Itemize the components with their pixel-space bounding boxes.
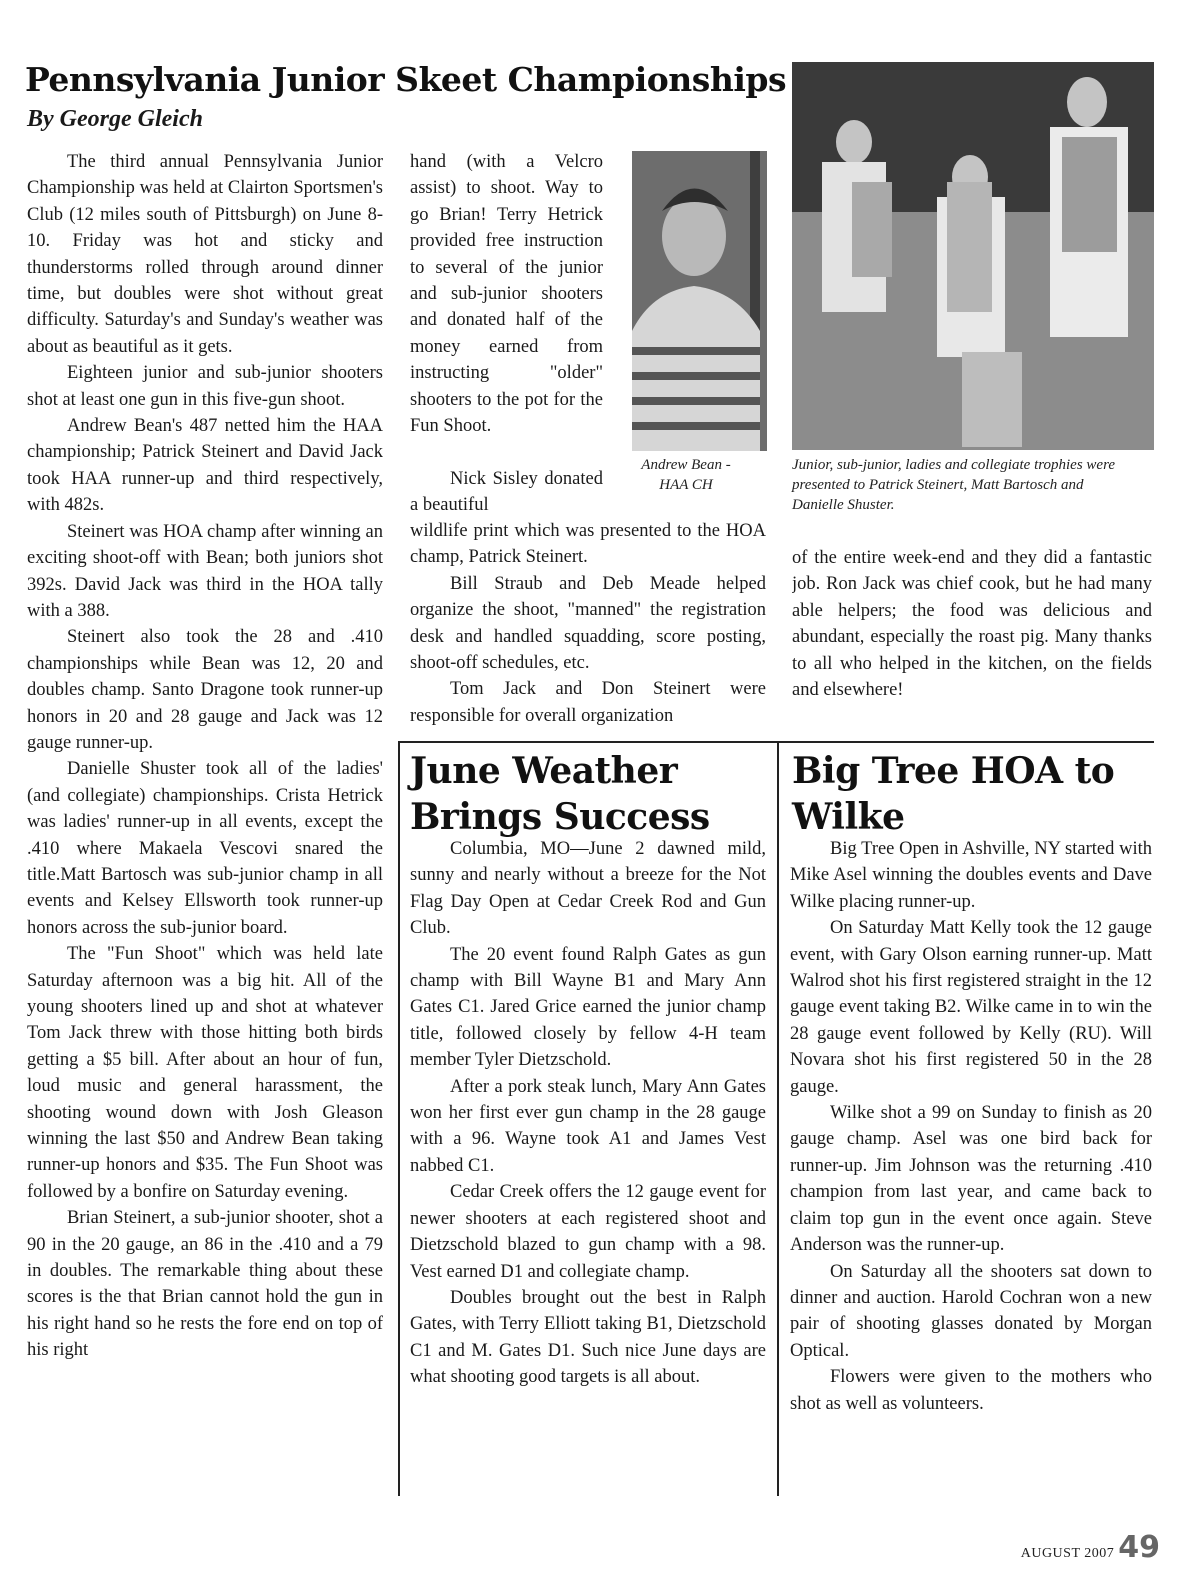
- photo-caption: Junior, sub-junior, ladies and collegiate trophies were presented to Patrick Steinert, Matt Bartosch and Danielle Shuster.: [792, 457, 1116, 513]
- article-column-2-narrow: [410, 149, 603, 469]
- column-divider: [398, 741, 400, 1496]
- bigtree-article-body: [790, 836, 1152, 1496]
- trophy-group-photo: [792, 62, 1154, 450]
- paragraph: Steinert was HOA champ after winning an exciting shoot-off with Bean; both juniors shot 392s. David Jack was third in the HOA tally with a 388.: [27, 521, 383, 621]
- paragraph: Danielle Shuster took all of the ladies' (and collegiate) championships. Crista Hetrick was ladies' runner-up in all events, except the .410 where Makaela Vescovi snared the title.Matt Bartosch was sub-junior champ in all events and Kelsey Ellsworth took runner-up honors across the sub-junior board.: [27, 759, 383, 938]
- june-article-body: [410, 836, 766, 1476]
- title-line: Wilke: [792, 796, 905, 838]
- paragraph: On Saturday all the shooters sat down to dinner and auction. Harold Cochran won a new pair of shooting glasses donated by Morgan Optical.: [790, 1261, 1152, 1361]
- paragraph: Bill Straub and Deb Meade helped organize the shoot, "manned" the registration desk and handled squadding, score posting, shoot-off schedules, etc.: [410, 573, 766, 674]
- page-footer: [1000, 1530, 1160, 1565]
- paragraph: Cedar Creek offers the 12 gauge event for newer shooters at each registered shoot and Dietzschold blazed to gun champ with a 98. Vest earned D1 and collegiate champ.: [410, 1182, 766, 1282]
- article-column-2-nick: [410, 466, 603, 520]
- page-number: 49: [1118, 1530, 1160, 1565]
- paragraph: Andrew Bean's 487 netted him the HAA championship; Patrick Steinert and David Jack took HAA runner-up and third respectively, with 482s.: [27, 416, 383, 516]
- byline: By George Gleich: [27, 106, 203, 132]
- paragraph: Brian Steinert, a sub-junior shooter, shot a 90 in the 20 gauge, an 86 in the .410 and a 79 in doubles. The remarkable thing about these scores is the that Brian cannot hold the gun in his right hand so he rests the fore end on top of his right: [27, 1208, 383, 1361]
- portrait-photo: [632, 151, 767, 451]
- article-column-1: [27, 149, 383, 1501]
- paragraph: of the entire week-end and they did a fantastic job. Ron Jack was chief cook, but he had many able helpers; the food was delicious and abundant, especially the roast pig. Many thanks to all who helped in the kitchen, on the fields and elsewhere!: [792, 548, 1152, 701]
- column-divider: [777, 741, 779, 1496]
- paragraph: Columbia, MO—June 2 dawned mild, sunny and nearly without a breeze for the Not Flag Day Open at Cedar Creek Rod and Gun Club.: [410, 839, 766, 939]
- june-article-title: [410, 748, 710, 840]
- paragraph: Tom Jack and Don Steinert were responsible for overall organization: [410, 679, 766, 726]
- trophy-scene-icon: [792, 62, 1154, 450]
- article-column-2-wide: [410, 518, 766, 730]
- paragraph: wildlife print which was presented to the HOA champ, Patrick Steinert.: [410, 521, 766, 568]
- title-line: June Weather: [410, 750, 678, 792]
- paragraph: Doubles brought out the best in Ralph Gates, with Terry Elliott taking B1, Dietzschold C1 and M. Gates D1. Such nice June days are what shooting good targets is all about.: [410, 1287, 766, 1388]
- bigtree-article-title: [792, 748, 1114, 840]
- photo-caption: Andrew Bean - HAA CH: [641, 457, 731, 493]
- paragraph: Eighteen junior and sub-junior shooters shot at least one gun in this five-gun shoot.: [27, 363, 383, 410]
- paragraph: On Saturday Matt Kelly took the 12 gauge event, with Gary Olson earning runner-up. Matt Walrod shot his first registered straight in the 12 gauge event taking B2. Wilke came in to win the 28 gauge event followed by Kelly (RU). Will Novara shot his first registered 50 in the 28 gauge.: [790, 918, 1152, 1097]
- portrait-figure-icon: [632, 151, 767, 451]
- article-title: Pennsylvania Junior Skeet Championships: [25, 60, 787, 99]
- paragraph: The 20 event found Ralph Gates as gun champ with Bill Wayne B1 and Mary Ann Gates C1. Jared Grice earned the junior champ title, followed closely by fellow 4-H team member Tyler Dietzschold.: [410, 944, 766, 1071]
- paragraph: The "Fun Shoot" which was held late Saturday afternoon was a big hit. All of the young shooters lined up and shot at whatever Tom Jack threw with those hitting both birds getting a $5 bill. After about an hour of fun, loud music and general harassment, the shooting wound down with Josh Gleason winning the last $50 and Andrew Bean taking runner-up honors and $35. The Fun Shoot was followed by a bonfire on Saturday evening.: [27, 944, 383, 1202]
- paragraph: Wilke shot a 99 on Sunday to finish as 20 gauge champ. Asel was one bird back for runner-up. Jim Johnson was the returning .410 champion from last year, and came back to claim top gun in the event once again. Steve Anderson was the runner-up.: [790, 1103, 1152, 1256]
- paragraph: hand (with a Velcro assist) to shoot. Way to go Brian! Terry Hetrick provided free instruction to several of the junior and sub-junior shooters and donated half of the money earned from instructing "older" shooters to the pot for the Fun Shoot.: [410, 152, 603, 437]
- paragraph: Steinert also took the 28 and .410 championships while Bean was 12, 20 and doubles champ. Santo Dragone took runner-up honors in 20 and 28 gauge and Jack was 12 gauge runner-up.: [27, 627, 383, 753]
- title-line: Big Tree HOA to: [792, 750, 1115, 792]
- paragraph: Big Tree Open in Ashville, NY started with Mike Asel winning the doubles events and Dave Wilke placing runner-up.: [790, 839, 1152, 912]
- section-divider: [398, 741, 1154, 743]
- article-column-3: [792, 545, 1152, 730]
- paragraph: After a pork steak lunch, Mary Ann Gates won her first ever gun champ in the 28 gauge with a 96. Wayne took A1 and James Vest nabbed C1.: [410, 1076, 766, 1176]
- paragraph: Nick Sisley donated a beautiful: [410, 469, 603, 516]
- footer-month: AUGUST 2007: [1020, 1546, 1115, 1561]
- paragraph: The third annual Pennsylvania Junior Championship was held at Clairton Sportsmen's Club (12 miles south of Pittsburgh) on June 8-10. Friday was hot and sticky and thunderstorms rolled through around dinner time, but doubles were shot without great difficulty. Saturday's and Sunday's weather was about as beautiful as it gets.: [27, 152, 383, 357]
- paragraph: Flowers were given to the mothers who shot as well as volunteers.: [790, 1367, 1152, 1414]
- title-line: Brings Success: [410, 796, 710, 838]
